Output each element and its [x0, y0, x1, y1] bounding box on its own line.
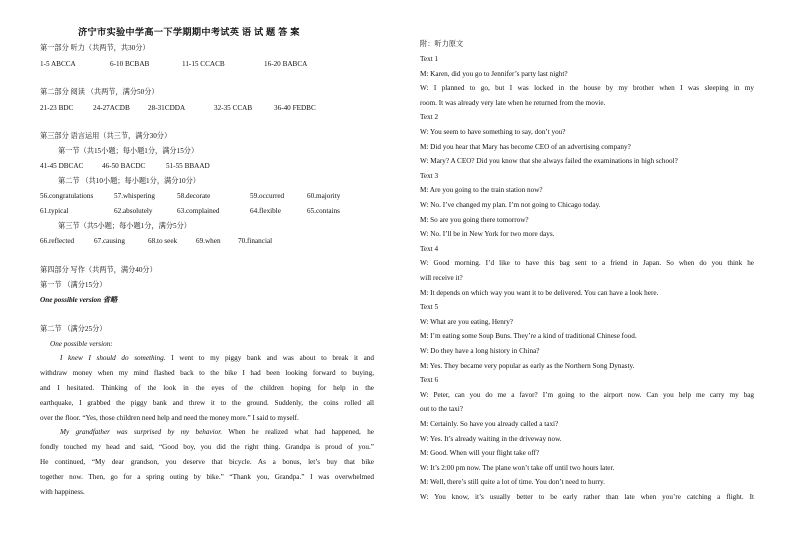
answer-group: 32-35 CCAB [214, 104, 253, 112]
transcript-section-label: Text 6 [420, 376, 439, 385]
part4-section1-text: One possible version 省略 [40, 296, 118, 304]
part3-section2-row1 [40, 192, 340, 201]
transcript-line: M: I’m eating some Soup Buns. They’re a kind of traditional Chinese food. [420, 332, 637, 341]
answer-word: 58.decorate [177, 192, 211, 200]
answer-word: 67.causing [94, 237, 125, 245]
part3-section3-answers [40, 237, 272, 246]
part3-section2-row2 [40, 207, 340, 216]
answer-word: 65.contains [307, 207, 340, 215]
transcript-line: M: It depends on which way you want it to be delivered. You can have a look here. [420, 288, 659, 297]
essay-line: My grandfather was surprised by my behavior. When he realized what had happened, he [60, 428, 374, 436]
transcript-heading: 附：听力原文 [420, 40, 464, 48]
answer-word: 56.congratulations [40, 192, 94, 200]
transcript-line: W: It’s 2:00 pm now. The plane won’t take off until two hours later. [420, 463, 615, 472]
answer-group: 16-20 BABCA [264, 60, 308, 68]
transcript-line: W: No. I’ve changed my plan. I’m not going to Chicago today. [420, 201, 601, 209]
answer-group: 1-5 ABCCA [40, 60, 76, 68]
essay-line: fondly touched my head and said, “Good boy, you did the right thing. Grandpa is proud of you.” [40, 443, 374, 451]
transcript-line: M: Yes. They became very popular as early as the Northern Song Dynasty. [420, 361, 635, 370]
answer-group: 21-23 BDC [40, 104, 74, 112]
transcript-line: W: You know, it’s usually better to be early rather than late when you’re catching a flight. It [420, 493, 754, 501]
answer-word: 70.financial [238, 237, 273, 245]
answer-word: 57.whispering [114, 192, 155, 200]
part3-section3-heading: 第三节（共5小题；每小题1分，满分5分） [58, 222, 191, 230]
part3-section1-heading: 第一节（共15小题；每小题1分，满分15分） [58, 147, 199, 155]
essay-para2-opening: My grandfather was surprised by my behavior. [60, 428, 223, 436]
answer-group: 6-10 BCBAB [110, 60, 150, 68]
essay-line: I knew I should do something. I went to my piggy bank and was about to break it and [60, 354, 374, 362]
part4-section2-heading: 第二节 （满分25分） [40, 325, 107, 333]
answer-word: 62.absolutely [114, 207, 153, 215]
transcript-line: M: Well, there’s still quite a lot of time. You don’t need to hurry. [420, 478, 605, 487]
transcript-line: M: Good. When will your flight take off? [420, 449, 540, 458]
transcript-line: M: Karen, did you go to Jennifer’s party last night? [420, 69, 568, 78]
part3-section2-heading: 第二节 （共10小题；每小题1分，满分10分） [58, 177, 200, 185]
transcript-section-label: Text 5 [420, 303, 439, 312]
essay-line: with happiness. [40, 488, 85, 496]
transcript-line: out to the taxi? [420, 405, 463, 414]
part3-section1-answers [40, 162, 210, 171]
part4-section2-label: One possible version: [50, 340, 113, 348]
transcript-line: W: What are you eating, Henry? [420, 317, 513, 326]
transcript-line: W: Yes. It’s already waiting in the driveway now. [420, 434, 562, 443]
transcript-section-label: Text 1 [420, 55, 439, 63]
answer-group: 46-50 BACDC [102, 162, 146, 170]
answer-group: 28-31CDDA [148, 104, 186, 112]
answer-word: 61.typical [40, 207, 69, 215]
transcript-line: M: Certainly. So have you already called a taxi? [420, 420, 559, 428]
part4-heading: 第四部分 写作（共两节，满分40分） [40, 266, 157, 274]
part2-heading: 第二部分 阅读 （共两节，满分50分） [40, 88, 159, 96]
transcript-line: W: Good morning. I’d like to have this bag sent to a friend in Japan. So when do you think he [420, 259, 754, 268]
transcript-line: W: Peter, can you do me a favor? I’m going to the airport now. Can you help me carry my bag [420, 390, 754, 399]
answer-word: 64.flexible [250, 207, 281, 215]
essay-line: He continued, “My dear grandson, you deserve that bicycle. As a bonus, let’s buy that bike [40, 458, 374, 466]
transcript-line: M: So are you going there tomorrow? [420, 215, 529, 224]
part1-answers [40, 60, 307, 69]
essay-line: and I hesitated. Thinking of the look in the eyes of the children hoping for help in the [40, 384, 374, 392]
essay-line: earthquake, I grabbed the piggy bank and threw it to the ground. Suddenly, the coins rolled all [40, 399, 374, 407]
transcript-line: will receive it? [420, 274, 463, 282]
transcript-line: M: Are you going to the train station now? [420, 186, 543, 195]
essay-opening: I knew I should do something. [60, 354, 166, 362]
transcript-line: M: Did you hear that Mary has become CEO of an advertising company? [420, 142, 631, 151]
part2-answers [40, 104, 316, 113]
answer-group: 41-45 DBCAC [40, 162, 84, 170]
transcript-section-label: Text 4 [420, 244, 439, 253]
essay-line: over the floor. “Yes, those children need help and need the money more.” I said to myself. [40, 414, 299, 422]
transcript-line: room. It was already very late when he returned from the movie. [420, 98, 606, 107]
document-title: 济宁市实验中学高一下学期期中考试英 语 试 题 答 案 [78, 27, 300, 37]
essay-line: together now. Then, go for a spring outing by bike.” “Thank you, Grandpa.” I was overwhelmed [40, 473, 374, 481]
answer-group: 36-40 FEDBC [274, 104, 316, 112]
transcript-line: W: Do they have a long history in China? [420, 347, 540, 355]
transcript-line: W: No. I’ll be in New York for two more days. [420, 230, 555, 239]
part3-heading: 第三部分 语言运用（共三节，满分30分） [40, 132, 172, 140]
essay-line: withdraw money when my mind flashed back to the bike I had been looking forward to buying, [40, 369, 374, 377]
transcript-line: W: I planned to go, but I was locked in the house by my brother when I was sleeping in my [420, 84, 754, 93]
transcript-line: W: Mary? A CEO? Did you know that she always failed the examinations in high school? [420, 157, 678, 166]
part4-section1-heading: 第一节 （满分15分） [40, 281, 107, 289]
answer-word: 68.to seek [148, 237, 178, 245]
transcript-section-label: Text 2 [420, 113, 439, 122]
transcript-line: W: You seem to have something to say, don’t you? [420, 128, 566, 136]
answer-group: 24-27ACDB [93, 104, 130, 112]
answer-word: 60.majority [307, 192, 341, 200]
answer-group: 11-15 CCACB [182, 60, 225, 68]
part1-heading: 第一部分 听力（共两节，共30分） [40, 44, 150, 52]
answer-word: 66.reflected [40, 237, 75, 245]
answer-word: 59.occurred [250, 192, 285, 200]
answer-word: 69.when [196, 237, 221, 245]
answer-word: 63.complained [177, 207, 220, 215]
transcript-section-label: Text 3 [420, 171, 439, 180]
answer-group: 51-55 BBAAD [166, 162, 210, 170]
